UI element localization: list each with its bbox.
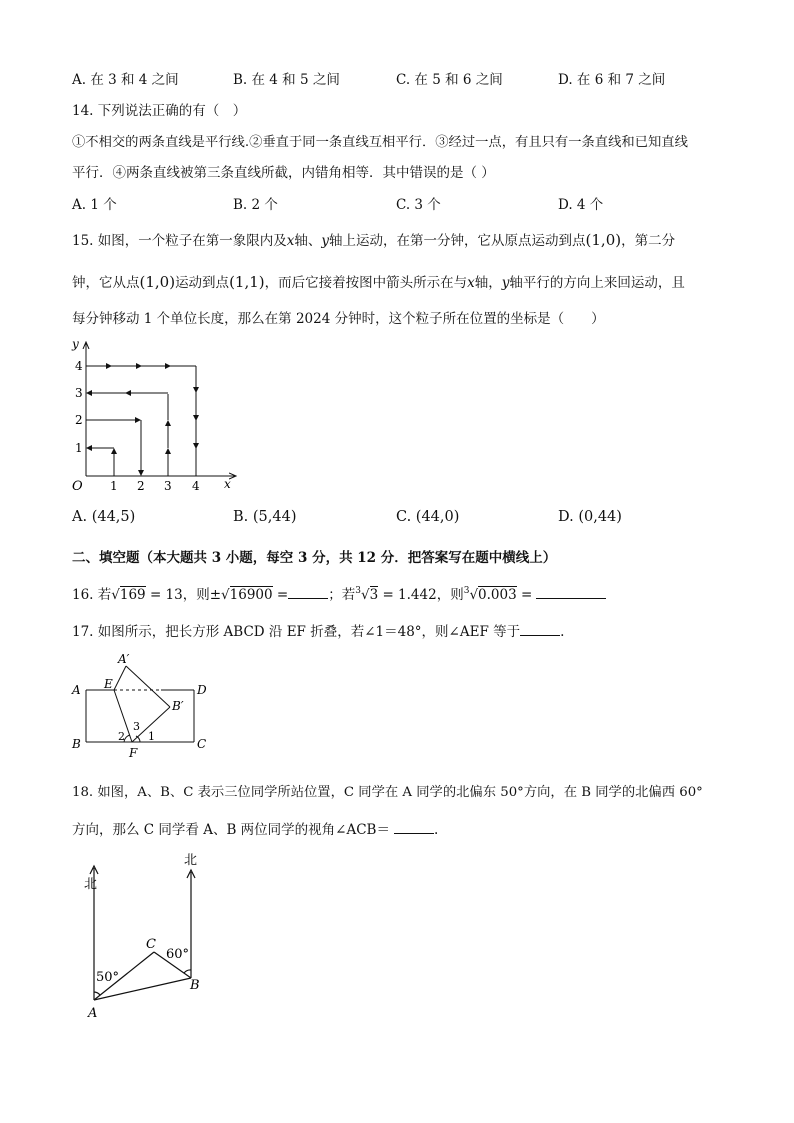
north-label-b: 北 — [184, 853, 198, 868]
q15-text: ，第二分 — [621, 233, 676, 249]
y-symbol: y — [501, 275, 510, 291]
q17-fold-figure — [66, 650, 226, 762]
sqrt-sign: √ — [221, 587, 230, 603]
q17-text: 17. 如图所示，把长方形 ABCD 沿 EF 折叠，若∠1＝48°，则∠AEF 等于 — [72, 624, 521, 640]
sqrt-sign: √ — [111, 587, 120, 603]
answer-blank-2[interactable] — [536, 586, 606, 599]
q15-option-b: B. (5,44) — [233, 509, 297, 525]
x-tick-2: 2 — [137, 479, 145, 493]
q16-text: = — [272, 587, 289, 603]
angle-1-label: 1 — [148, 730, 155, 743]
y-tick-3: 3 — [75, 386, 83, 400]
q14-option-b: B. 2 个 — [233, 197, 278, 213]
q15-line1 — [72, 229, 675, 249]
q14-option-c: C. 3 个 — [396, 197, 441, 213]
q14-stem: 14. 下列说法正确的有（ ） — [72, 103, 247, 119]
x-symbol: x — [467, 275, 475, 291]
radicand: 3 — [369, 587, 379, 603]
x-tick-4: 4 — [192, 479, 200, 493]
label-c: C — [197, 737, 207, 751]
q16-text: = — [516, 587, 533, 603]
q15-line2 — [72, 271, 685, 291]
q13-option-b: B. 在 4 和 5 之间 — [233, 72, 340, 88]
q15-text: 15. 如图，一个粒子在第一象限内及 — [72, 233, 287, 249]
label-e: E — [104, 677, 113, 691]
q14-option-d: D. 4 个 — [558, 197, 604, 213]
q18-line2 — [72, 818, 438, 838]
y-tick-2: 2 — [75, 413, 83, 427]
q15-option-a: A. (44,5) — [72, 509, 136, 525]
answer-blank-3[interactable] — [520, 623, 560, 636]
q16-text: = 13，则± — [145, 587, 222, 603]
label-a: A — [88, 1006, 98, 1021]
q18-bearing-figure — [74, 848, 224, 1023]
q15-text: 轴， — [474, 275, 502, 291]
point-1-0: (1,0) — [139, 273, 176, 291]
sqrt-sign: √ — [360, 587, 370, 603]
q18-text: . — [433, 822, 439, 838]
north-label-a: 北 — [84, 877, 98, 892]
q15-text: ，而后它接着按图中箭头所示在与 — [264, 275, 468, 291]
q15-option-d: D. (0,44) — [558, 509, 622, 525]
y-axis-label: y — [72, 337, 79, 351]
origin-label: O — [72, 479, 83, 494]
q14-body-line1: ①不相交的两条直线是平行线.②垂直于同一条直线互相平行．③经过一点，有且只有一条直线和已知直线 — [72, 135, 688, 150]
q18-text: 方向，那么 C 同学看 A、B 两位同学的视角∠ACB＝ — [72, 822, 390, 838]
radicand: 169 — [119, 587, 146, 603]
q14-option-a: A. 1 个 — [72, 197, 117, 213]
particle-path — [86, 366, 196, 476]
q15-text: 轴、 — [294, 233, 322, 249]
q15-text: 轴上运动，在第一分钟，它从原点运动到点 — [329, 233, 586, 249]
q18-line1: 18. 如图，A、B、C 表示三位同学所站位置，C 同学在 A 同学的北偏东 50°方向，在 B 同学的北偏西 60° — [72, 785, 703, 800]
label-f: F — [129, 746, 138, 760]
radicand: 0.003 — [478, 587, 517, 603]
angle-2-label: 2 — [118, 730, 125, 743]
section-title-fill-in: 二、填空题（本大题共 3 小题，每空 3 分，共 12 分．把答案写在题中横线上） — [72, 550, 557, 566]
q16-text: ；若 — [328, 587, 356, 603]
y-tick-1: 1 — [75, 441, 83, 455]
q15-option-c: C. (44,0) — [396, 509, 460, 525]
label-c: C — [146, 937, 156, 952]
answer-blank-4[interactable] — [394, 821, 434, 834]
point-1-0: (1,0) — [585, 231, 622, 249]
x-tick-1: 1 — [110, 479, 118, 493]
point-1-1: (1,1) — [229, 273, 265, 291]
q17-text: . — [560, 624, 565, 640]
label-d: D — [197, 683, 207, 697]
q16-text: 16. 若 — [72, 587, 112, 603]
angle-3-label: 3 — [133, 720, 140, 733]
cube-index: 3 — [355, 586, 361, 596]
q13-option-a: A. 在 3 和 4 之间 — [72, 72, 179, 88]
y-symbol: y — [321, 233, 330, 249]
q13-option-c: C. 在 5 和 6 之间 — [396, 72, 503, 88]
q15-particle-path-figure — [66, 336, 246, 496]
angle-50-label: 50° — [96, 970, 120, 985]
answer-blank-1[interactable] — [288, 586, 328, 599]
label-b: B — [72, 737, 81, 751]
q15-text: 轴平行的方向上来回运动，且 — [509, 275, 685, 291]
y-tick-4: 4 — [75, 359, 83, 373]
label-b-prime: B′ — [172, 699, 184, 713]
q16-text: = 1.442，则 — [378, 587, 464, 603]
radicand: 16900 — [229, 587, 273, 603]
x-tick-3: 3 — [164, 479, 172, 493]
label-b: B — [190, 978, 200, 993]
cube-index: 3 — [463, 586, 470, 596]
q17-line — [72, 620, 564, 640]
label-a: A — [72, 683, 81, 697]
q16-line — [72, 583, 606, 603]
label-a-prime: A′ — [118, 652, 130, 666]
sqrt-sign: √ — [469, 587, 479, 603]
q15-text: 钟，它从点 — [72, 275, 140, 291]
x-symbol: x — [286, 233, 295, 249]
q15-text: 运动到点 — [175, 275, 230, 291]
q15-line3: 每分钟移动 1 个单位长度，那么在第 2024 分钟时，这个粒子所在位置的坐标是（ ） — [72, 311, 605, 327]
angle-60-label: 60° — [166, 947, 190, 962]
q14-body-line2: 平行．④两条直线被第三条直线所截，内错角相等．其中错误的是（ ） — [72, 165, 495, 181]
q13-option-d: D. 在 6 和 7 之间 — [558, 72, 666, 88]
x-axis-label: x — [224, 477, 231, 491]
